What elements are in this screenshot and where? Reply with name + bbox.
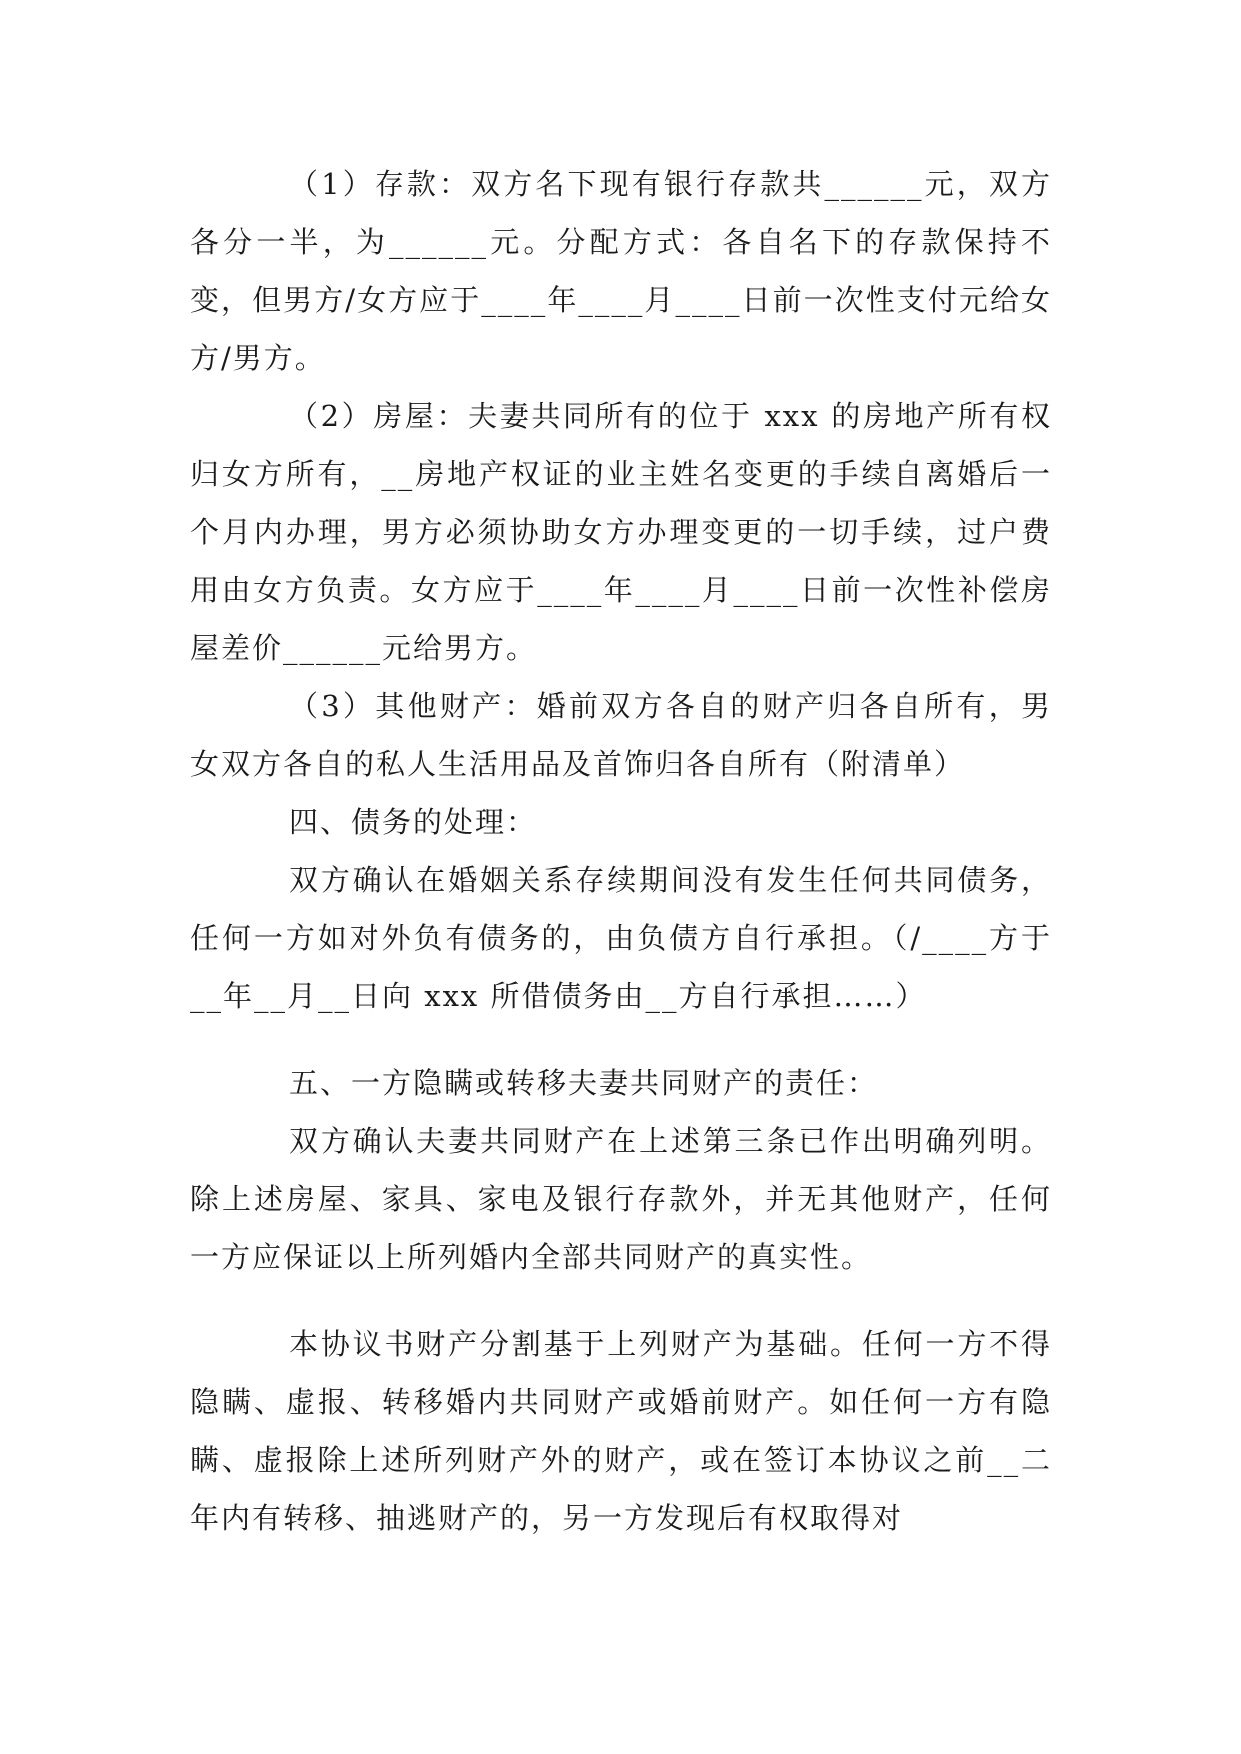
- clause-concealment-liability: 本协议书财产分割基于上列财产为基础。任何一方不得隐瞒、虚报、转移婚内共同财产或婚前财产。如任何一方有隐瞒、虚报除上述所列财产外的财产，或在签订本协议之前__二年内有转移、抽逃财产的，另一方发现后有权取得对: [190, 1327, 1052, 1535]
- document-page: [190, 155, 1052, 1547]
- clause-debts: 双方确认在婚姻关系存续期间没有发生任何共同债务，任何一方如对外负有债务的，由负债方自行承担。（/____方于__年__月__日向 xxx 所借债务由__方自行承担……）: [190, 863, 1052, 1013]
- clause-house: （2）房屋：夫妻共同所有的位于 xxx 的房地产所有权归女方所有，__房地产权证的业主姓名变更的手续自离婚后一个月内办理，男方必须协助女方办理变更的一切手续，过户费用由女方负责。女方应于____年____月____日前一次性补偿房屋差价______元给男方。: [190, 399, 1052, 665]
- clause-deposit: （1）存款：双方名下现有银行存款共______元，双方各分一半，为______元。分配方式：各自名下的存款保持不变，但男方/女方应于____年____月____日前一次性支付元给女方/男方。: [190, 167, 1052, 375]
- section-heading-concealment: 五、一方隐瞒或转移夫妻共同财产的责任：: [289, 1066, 879, 1100]
- clause-property-confirmation: 双方确认夫妻共同财产在上述第三条已作出明确列明。除上述房屋、家具、家电及银行存款外，并无其他财产，任何一方应保证以上所列婚内全部共同财产的真实性。: [190, 1124, 1052, 1274]
- clause-other-property: （3）其他财产：婚前双方各自的财产归各自所有，男女双方各自的私人生活用品及首饰归各自所有（附清单）: [190, 689, 1052, 781]
- section-heading-debts: 四、债务的处理：: [289, 805, 538, 839]
